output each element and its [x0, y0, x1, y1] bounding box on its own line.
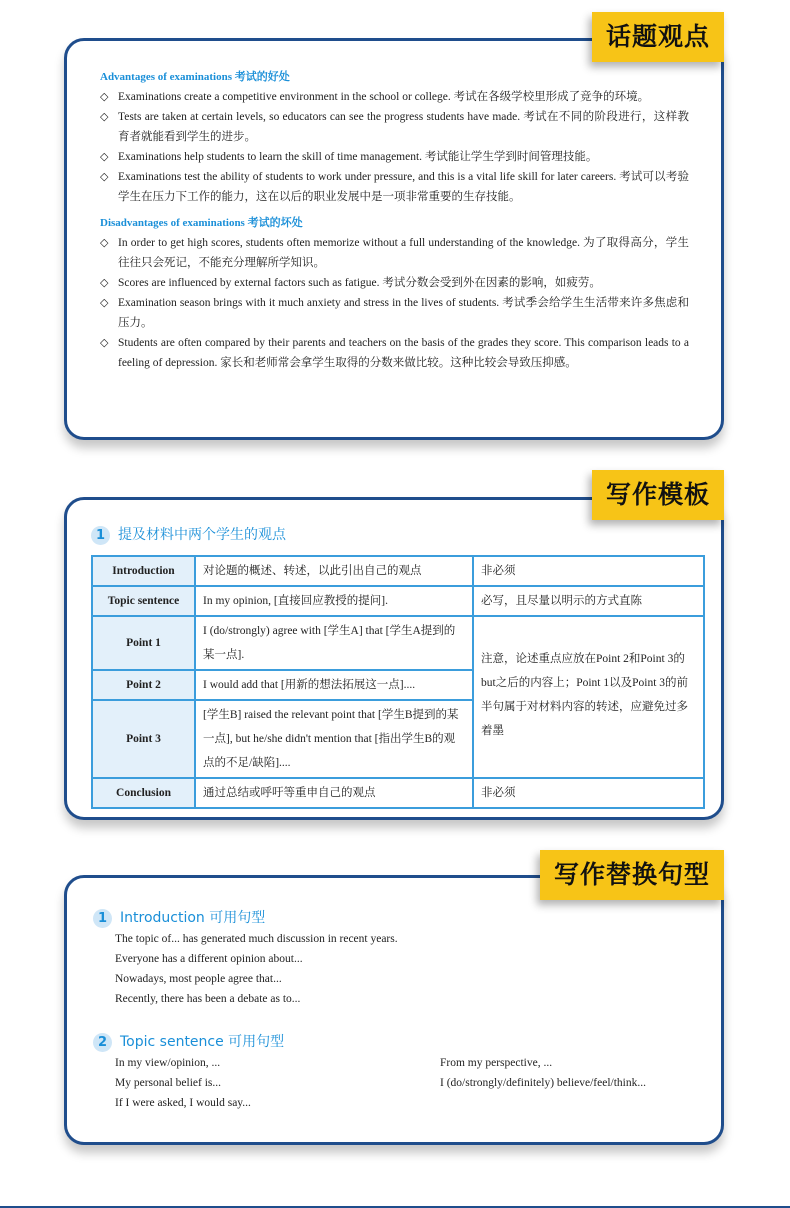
row-note: 必写，且尽量以明示的方式直陈 — [473, 586, 704, 616]
writing-template-card — [64, 497, 724, 820]
bullet-text: Examinations create a competitive environment in the school or college. 考试在各级学校里形成了竞争的环境。 — [118, 91, 650, 103]
table-row — [92, 616, 704, 670]
advantages-list — [100, 87, 689, 207]
alternative-sentences-card — [64, 875, 724, 1145]
row-content: I would add that [用新的想法拓展这一点].... — [195, 670, 473, 700]
bullet-text: In order to get high scores, students often memorize without a full understanding of the knowledge. 为了取得高分，学生往往只会死记，不能充分理解所学知识。 — [118, 237, 689, 269]
sentence: The topic of... has generated much discussion in recent years. — [115, 933, 398, 945]
group-heading: Introduction 可用句型 — [120, 910, 266, 926]
bullet-item — [100, 273, 689, 293]
bullet-item — [100, 107, 689, 147]
row-label: Point 1 — [92, 616, 195, 670]
bullet-text: Students are often compared by their parents and teachers on the basis of the grades they score. This comparison leads to a feeling of depression. 家长和老师常会拿学生取得的分数来做比较。这种比较会导致压抑感。 — [118, 337, 689, 369]
sentence: I (do/strongly/definitely) believe/feel/think... — [440, 1077, 646, 1089]
sentence: Everyone has a different opinion about... — [115, 953, 303, 965]
bullet-item — [100, 147, 689, 167]
subheading-text: 提及材料中两个学生的观点 — [118, 527, 286, 543]
table-row — [92, 586, 704, 616]
diamond-bullet-icon: ◇ — [100, 151, 109, 163]
sentence: In my view/opinion, ... — [115, 1057, 221, 1069]
row-content: [学生B] raised the relevant point that [学生B提到的某一点], but he/she didn't mention that [指出学生B的观点的不足/缺陷].... — [195, 700, 473, 778]
advantages-heading: Advantages of examinations 考试的好处 — [100, 71, 290, 83]
topic-views-card — [64, 38, 724, 440]
template-subheading — [91, 524, 286, 546]
bullet-item — [100, 167, 689, 207]
bullet-item — [100, 293, 689, 333]
row-label: Introduction — [92, 556, 195, 586]
bullet-item — [100, 333, 689, 373]
row-note: 非必须 — [473, 556, 704, 586]
disadvantages-heading: Disadvantages of examinations 考试的坏处 — [100, 217, 303, 229]
sentence: Recently, there has been a debate as to... — [115, 993, 301, 1005]
bullet-text: Examination season brings with it much anxiety and stress in the lives of students. 考试季会给学生生活带来许多焦虑和压力。 — [118, 297, 689, 329]
row-note: 注意，论述重点应放在Point 2和Point 3的but之后的内容上；Point 1以及Point 3的前半句属于对材料内容的转述，应避免过多着墨 — [473, 616, 704, 778]
row-content: 通过总结或呼吁等重申自己的观点 — [195, 778, 473, 808]
group-heading: Topic sentence 可用句型 — [120, 1034, 285, 1050]
sentence: From my perspective, ... — [440, 1057, 553, 1069]
bullet-item — [100, 87, 689, 107]
section-tab-alternative-sentences: 写作替换句型 — [540, 850, 724, 900]
row-label: Conclusion — [92, 778, 195, 808]
diamond-bullet-icon: ◇ — [100, 297, 109, 309]
introduction-group — [93, 907, 697, 1009]
template-table — [91, 555, 705, 809]
diamond-bullet-icon: ◇ — [100, 237, 109, 249]
row-content: I (do/strongly) agree with [学生A] that [学生A提到的某一点]. — [195, 616, 473, 670]
row-note: 非必须 — [473, 778, 704, 808]
diamond-bullet-icon: ◇ — [100, 277, 109, 289]
diamond-bullet-icon: ◇ — [100, 337, 109, 349]
disadvantages-list — [100, 233, 689, 373]
section-tab-writing-template: 写作模板 — [592, 470, 724, 520]
bullet-text: Scores are influenced by external factors such as fatigue. 考试分数会受到外在因素的影响，如疲劳。 — [118, 277, 601, 289]
number-badge: 2 — [93, 1033, 112, 1052]
row-label: Point 2 — [92, 670, 195, 700]
row-label: Topic sentence — [92, 586, 195, 616]
table-row — [92, 556, 704, 586]
sentence: My personal belief is... — [115, 1077, 222, 1089]
row-label: Point 3 — [92, 700, 195, 778]
table-row — [92, 778, 704, 808]
sentence: Nowadays, most people agree that... — [115, 973, 282, 985]
number-badge: 1 — [93, 909, 112, 928]
bullet-text: Tests are taken at certain levels, so educators can see the progress students have made. 考试在不同的阶段进行，这样教育者就能看到学生的进步。 — [118, 111, 689, 143]
bullet-item — [100, 233, 689, 273]
section-tab-topic-views: 话题观点 — [592, 12, 724, 62]
bullet-text: Examinations test the ability of students to work under pressure, and this is a vital life skill for later careers. 考试可以考验学生在压力下工作的能力，这在以后的职业发展中是一项非常重要的生存技能。 — [118, 171, 689, 203]
topic-sentence-group — [93, 1031, 697, 1113]
diamond-bullet-icon: ◇ — [100, 91, 109, 103]
diamond-bullet-icon: ◇ — [100, 111, 109, 123]
row-content: In my opinion, [直接回应教授的提问]. — [195, 586, 473, 616]
number-badge: 1 — [91, 526, 110, 545]
row-content: 对论题的概述、转述，以此引出自己的观点 — [195, 556, 473, 586]
bullet-text: Examinations help students to learn the skill of time management. 考试能让学生学到时间管理技能。 — [118, 151, 598, 163]
diamond-bullet-icon: ◇ — [100, 171, 109, 183]
sentence: If I were asked, I would say... — [115, 1097, 251, 1109]
